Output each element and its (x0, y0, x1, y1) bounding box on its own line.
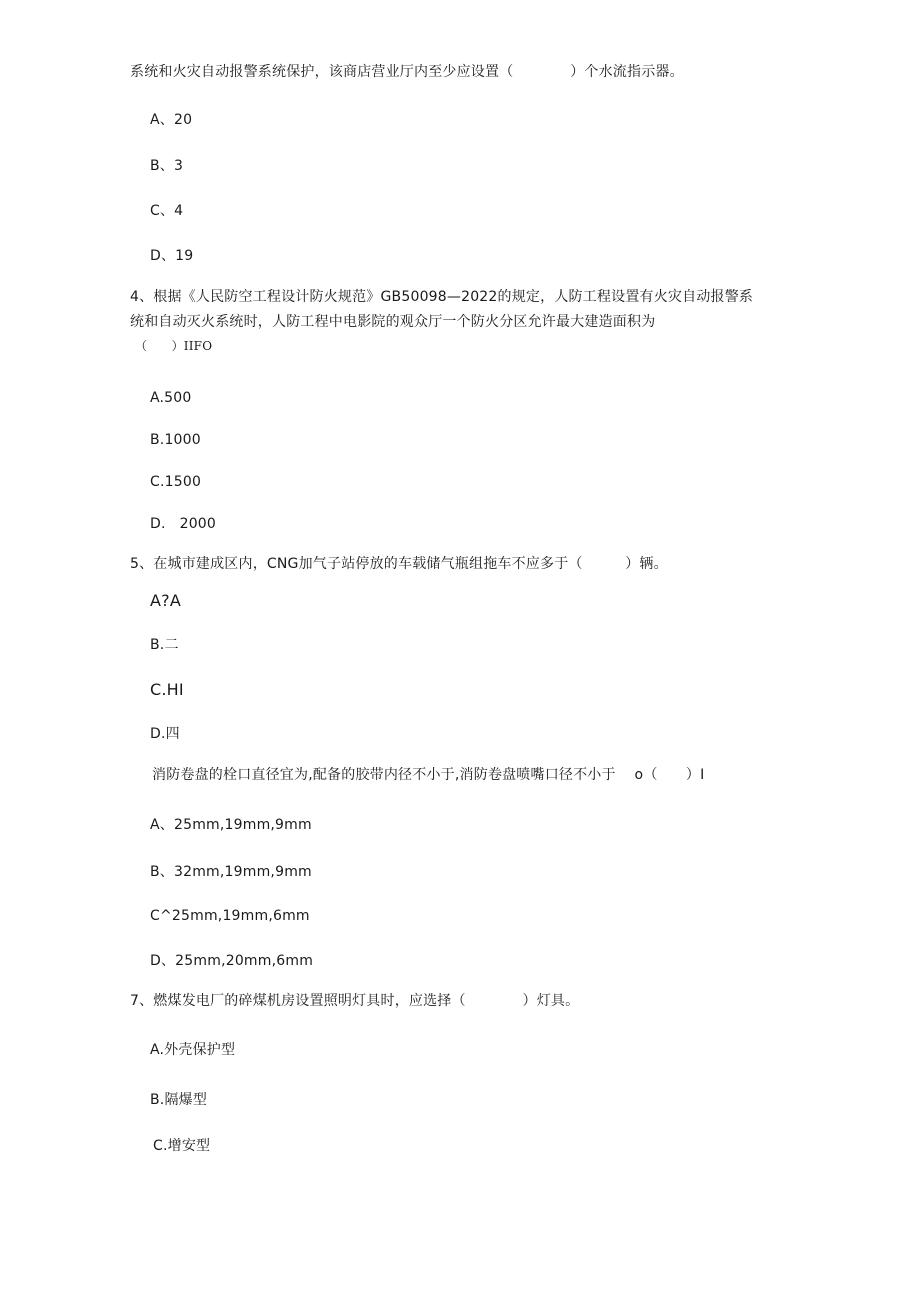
q4-option-c: C.1500 (150, 474, 202, 490)
q5-option-b: B.二 (150, 637, 179, 653)
q4-option-a: A.500 (150, 390, 192, 406)
q3-option-a: A、20 (150, 112, 193, 128)
q6-option-c: C^25mm,19mm,6mm (150, 908, 310, 924)
q6-option-d: D、25mm,20mm,6mm (150, 953, 314, 969)
q4-text-line1: 4、根据《人民防空工程设计防火规范》GB50098—2022的规定，人防工程设置有火灾自动报警系 (130, 289, 754, 305)
q3-option-d: D、19 (150, 248, 194, 264)
q5-option-c: C.HI (150, 680, 184, 699)
q4-text-line2: 统和自动灭火系统时，人防工程中电影院的观众厅一个防火分区允许最大建造面积为 (130, 314, 656, 330)
q3-option-b: B、3 (150, 158, 184, 174)
q5-text: 5、在城市建成区内，CNG加气子站停放的车载储气瓶组拖车不应多于（ ）辆。 (130, 556, 668, 572)
q7-option-b: B.隔爆型 (150, 1092, 208, 1108)
q4-option-d: D. 2000 (150, 516, 217, 532)
q6-text: 消防卷盘的栓口直径宜为,配备的胶带内径不小于,消防卷盘喷嘴口径不小于 o（ ）I (152, 767, 705, 783)
q5-option-d: D.四 (150, 726, 180, 742)
q6-option-a: A、25mm,19mm,9mm (150, 817, 312, 833)
q7-option-c: C.增安型 (153, 1138, 211, 1154)
q7-option-a: A.外壳保护型 (150, 1042, 236, 1058)
q3-option-c: C、4 (150, 203, 184, 219)
q4-option-b: B.1000 (150, 432, 201, 448)
q6-option-b: B、32mm,19mm,9mm (150, 864, 312, 880)
q5-option-a: A?A (150, 591, 181, 610)
q3-text: 系统和火灾自动报警系统保护，该商店营业厅内至少应设置（ ）个水流指示器。 (130, 64, 684, 80)
q7-text: 7、燃煤发电厂的碎煤机房设置照明灯具时，应选择（ ）灯具。 (130, 993, 580, 1009)
q4-text-line3: （ ）IIFO (135, 339, 213, 353)
